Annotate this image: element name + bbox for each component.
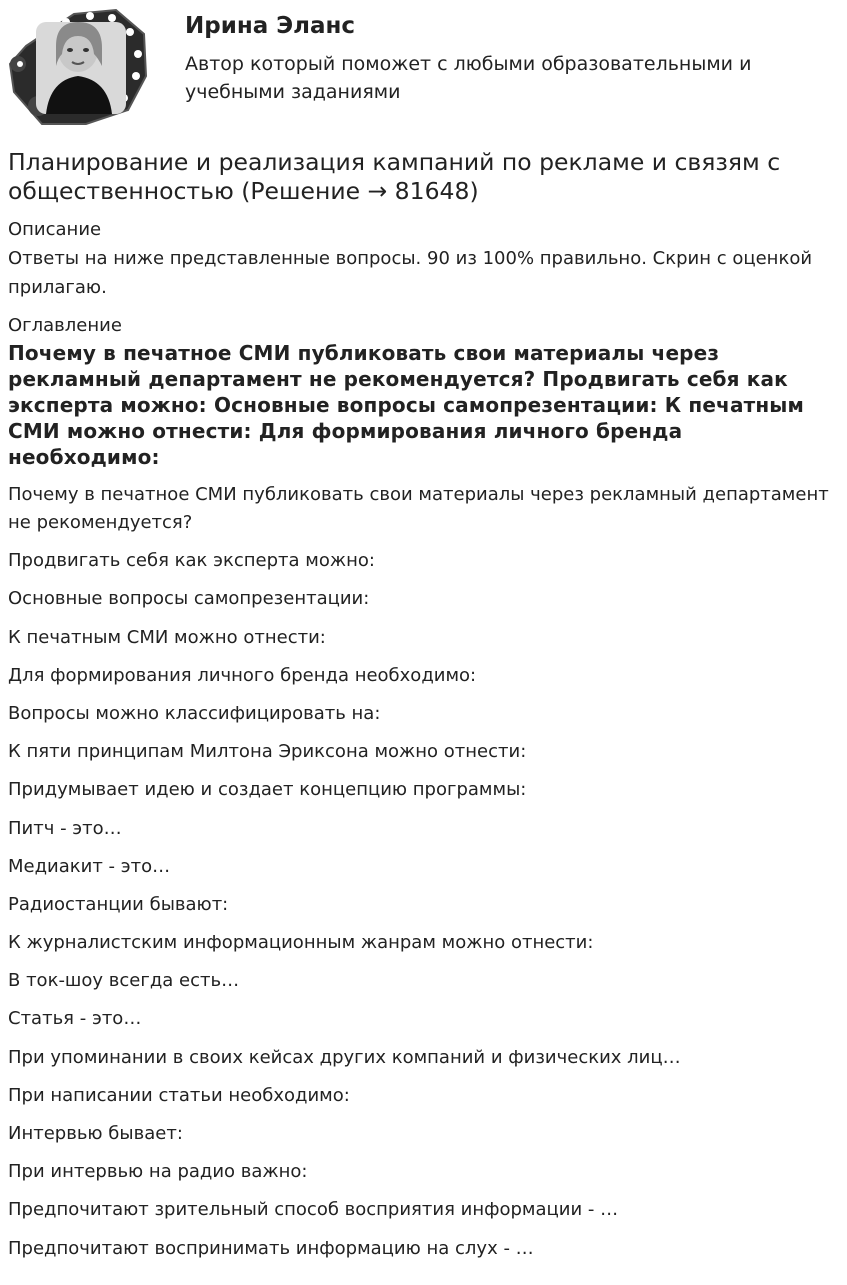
question-item: Статья - это… <box>8 1008 142 1030</box>
question-item: Придумывает идею и создает концепцию программы: <box>8 779 527 801</box>
question-item: К журналистским информационным жанрам можно отнести: <box>8 932 594 954</box>
question-list <box>8 481 838 1263</box>
description-text: Ответы на ниже представленные вопросы. 90 из 100% правильно. Скрин с оценкой прилагаю. <box>8 248 813 298</box>
question-item: Для формирования личного бренда необходимо: <box>8 664 477 686</box>
question-item: Предпочитают воспринимать информацию на слух - … <box>8 1237 534 1259</box>
toc-label: Оглавление <box>8 315 122 336</box>
question-item: Почему в печатное СМИ публиковать свои материалы через рекламный департамент не рекомендуется? <box>8 484 829 533</box>
question-item: Продвигать себя как эксперта можно: <box>8 550 375 572</box>
page-title: Планирование и реализация кампаний по рекламе и связям с общественностью (Решение → 81648) <box>8 148 781 205</box>
toc-heading: Почему в печатное СМИ публиковать свои материалы через рекламный департамент не рекомендуется? Продвигать себя как эксперта можно: Основные вопросы самопрезентации: К печатным СМИ можно отнести: Для формирования личного бренда необходимо: <box>8 341 805 469</box>
question-item: В ток-шоу всегда есть… <box>8 970 240 992</box>
question-item: Медиакит - это… <box>8 855 171 877</box>
question-item: При написании статьи необходимо: <box>8 1084 350 1106</box>
question-item: К пяти принципам Милтона Эриксона можно отнести: <box>8 741 527 763</box>
question-item: Основные вопросы самопрезентации: <box>8 588 370 610</box>
question-item: Предпочитают зрительный способ восприятия информации - … <box>8 1199 619 1221</box>
question-item: Вопросы можно классифицировать на: <box>8 702 381 724</box>
question-item: При упоминании в своих кейсах других компаний и физических лиц… <box>8 1046 681 1068</box>
document-content <box>8 148 838 1273</box>
description-label: Описание <box>8 219 102 240</box>
question-item: Питч - это… <box>8 817 122 839</box>
author-description: Автор который поможет с любыми образовательными и учебными заданиями <box>185 53 752 103</box>
author-header <box>0 0 847 140</box>
film-reel-portrait-icon[interactable] <box>6 6 152 128</box>
question-item: При интервью на радио важно: <box>8 1161 308 1183</box>
question-item: Интервью бывает: <box>8 1123 183 1144</box>
question-item: Радиостанции бывают: <box>8 893 229 915</box>
question-item: К печатным СМИ можно отнести: <box>8 626 326 648</box>
author-name[interactable]: Ирина Эланс <box>185 13 356 39</box>
